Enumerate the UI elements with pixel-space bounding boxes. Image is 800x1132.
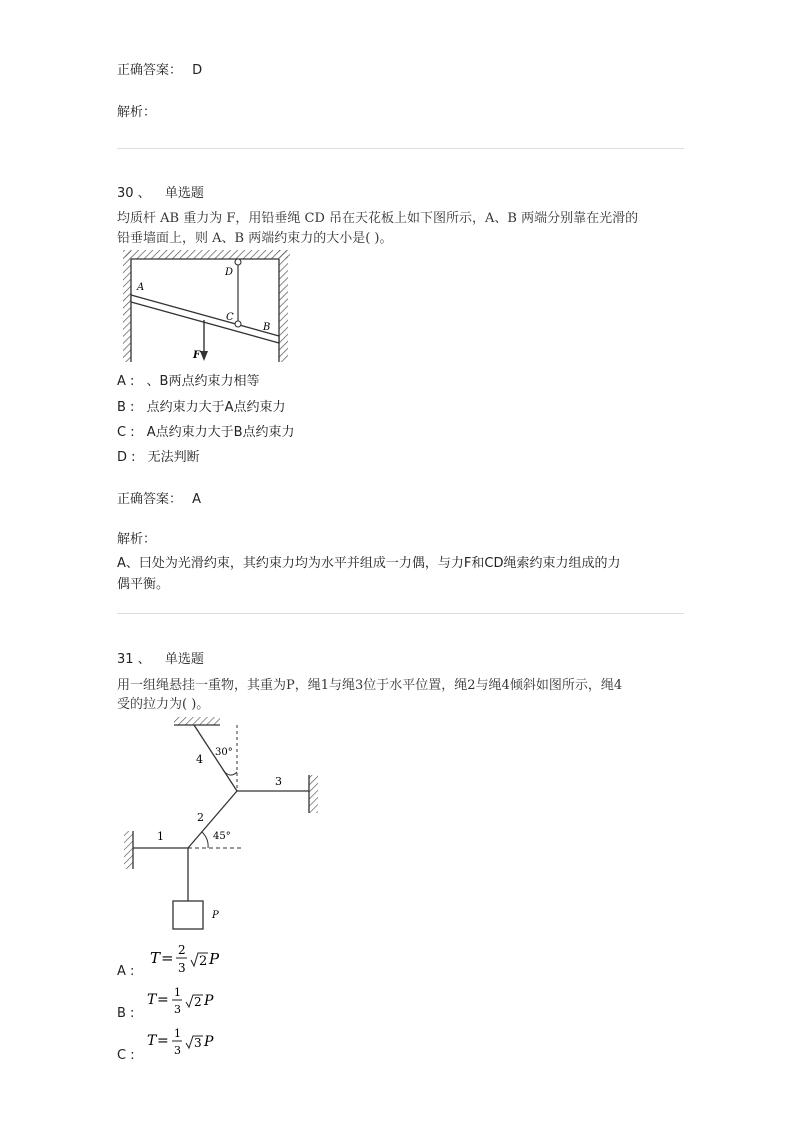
label-a: A (137, 282, 145, 293)
formula-symbol-p: P (204, 993, 214, 1009)
formula-symbol-p: P (209, 950, 220, 968)
formula-symbol-t: T (147, 1033, 157, 1049)
formula-denominator: 3 (174, 1044, 181, 1057)
label-d: D (225, 267, 234, 278)
formula-option-c (145, 1024, 225, 1060)
option-a[interactable] (117, 373, 259, 391)
point-d (235, 259, 241, 265)
label-c: C (226, 312, 234, 323)
question-type: 单选题 (164, 652, 204, 667)
question-stem-line: 铅垂墙面上，则 A、B 两端约束力的大小是( )。 (117, 231, 393, 246)
formula-numerator: 1 (174, 1027, 181, 1040)
point-c (235, 321, 241, 327)
answer-label: 正确答案： (117, 492, 183, 507)
label-angle-30: 30° (215, 747, 233, 758)
question-header (117, 185, 204, 203)
analysis-label: 解析： (117, 532, 157, 547)
option-d[interactable] (117, 449, 200, 467)
option-c[interactable] (117, 424, 295, 442)
beam-rope-figure (117, 250, 297, 365)
question-stem-line: 均质杆 AB 重力为 F，用铅垂绳 CD 吊在天花板上如下图所示，A、B 两端分别靠在光滑的 (117, 211, 639, 226)
option-key-b[interactable]: B : (117, 1006, 135, 1021)
left-support (124, 831, 133, 869)
option-key: D : (117, 450, 136, 465)
analysis-text: 偶平衡。 (117, 577, 170, 592)
label-angle-45: 45° (213, 831, 231, 842)
option-key: B : (117, 400, 135, 415)
option-text: 、B两点约束力相等 (146, 374, 260, 389)
formula-symbol-t: T (147, 992, 157, 1008)
analysis-text: A、曰处为光滑约束，其约束力均为水平并组成一力偶，与力F和CD绳索约束力组成的力 (117, 556, 621, 571)
answer-value: D (192, 63, 203, 78)
question-number: 31 、 (117, 652, 151, 667)
analysis-label: 解析： (117, 105, 157, 120)
angle-arc-45 (202, 832, 208, 848)
formula-radicand: 3 (194, 1036, 202, 1050)
top-support (174, 717, 220, 725)
formula-equals: = (161, 949, 174, 967)
label-rope-4: 4 (196, 753, 203, 766)
question-stem-line: 受的拉力为( )。 (117, 697, 210, 712)
formula-radicand: 2 (194, 995, 202, 1009)
label-rope-1: 1 (157, 830, 164, 843)
left-wall (123, 250, 131, 362)
ceiling (125, 250, 290, 259)
option-text: 无法判断 (147, 450, 200, 465)
divider (117, 613, 684, 614)
label-rope-2: 2 (197, 811, 204, 824)
answer-label: 正确答案： (117, 63, 183, 78)
option-key: C : (117, 425, 135, 440)
option-key: A : (117, 374, 135, 389)
option-key-a[interactable]: A : (117, 964, 135, 979)
formula-denominator: 3 (174, 1003, 181, 1016)
beam-ab (131, 295, 279, 343)
formula-radicand: 2 (199, 954, 208, 969)
weight-block (173, 901, 203, 929)
prev-answer-line (117, 62, 202, 80)
answer-value: A (192, 492, 202, 507)
label-weight-p: P (212, 910, 219, 921)
right-wall (279, 250, 288, 362)
formula-option-a (148, 940, 228, 976)
formula-equals: = (157, 1033, 169, 1049)
question-type: 单选题 (164, 186, 204, 201)
formula-symbol-t: T (150, 949, 161, 967)
label-b: B (263, 322, 271, 333)
label-f: F (193, 350, 201, 361)
question-stem-line: 用一组绳悬挂一重物，其重为P，绳1与绳3位于水平位置，绳2与绳4倾斜如图所示，绳4 (117, 678, 623, 693)
option-b[interactable] (117, 399, 285, 417)
formula-numerator: 2 (178, 943, 186, 957)
option-text: 点约束力大于A点约束力 (146, 400, 286, 415)
formula-numerator: 1 (174, 986, 181, 999)
divider (117, 148, 684, 149)
answer-line (117, 491, 201, 509)
option-text: A点约束力大于B点约束力 (146, 425, 295, 440)
option-key-c[interactable]: C : (117, 1048, 135, 1063)
question-number: 30 、 (117, 186, 151, 201)
rope-system-figure (117, 715, 347, 935)
right-support (309, 775, 318, 813)
formula-equals: = (157, 992, 169, 1008)
formula-symbol-p: P (204, 1034, 214, 1050)
formula-option-b (145, 983, 225, 1019)
question-header (117, 651, 204, 669)
formula-denominator: 3 (178, 961, 186, 975)
label-rope-3: 3 (275, 775, 282, 788)
angle-arc-30 (223, 770, 237, 775)
